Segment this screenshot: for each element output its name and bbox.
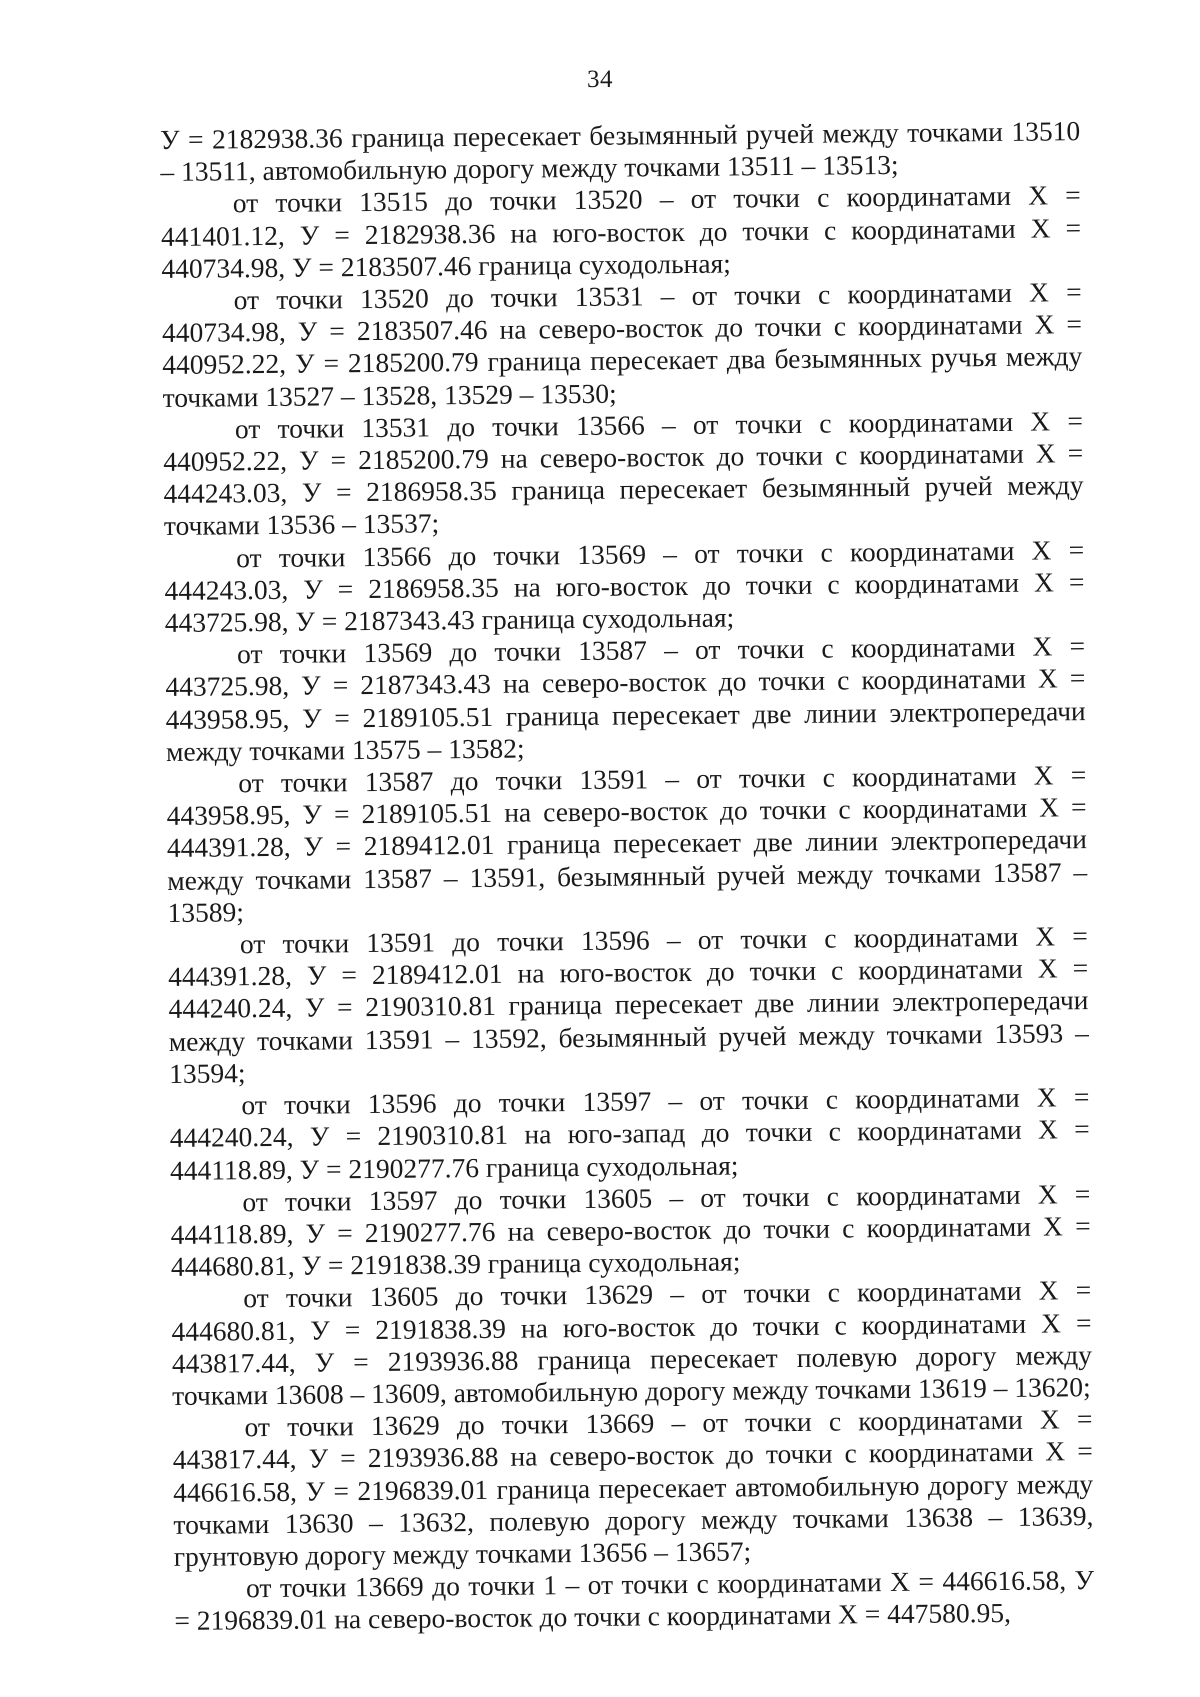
paragraph-text: от точки 13566 до точки 13569 – от точки с координатами Х = 444243.03, У = 2186958.35 на юго-восток до точки с координатами Х = 443725.98, У = 2187343.43 граница суходольная; bbox=[164, 533, 1085, 639]
paragraph-text: от точки 13629 до точки 13669 – от точки с координатами Х = 443817.44, У = 2193936.88 на северо-восток до точки с координатами Х = 446616.58, У = 2196839.01 граница пересекает автомобильную дорогу между точками 13630 – 13632, полевую дорогу между точками 13638 – 13639, грунтовую дорогу между точками 13656 – 13657; bbox=[172, 1403, 1094, 1572]
paragraph-segment-13669-1 bbox=[174, 1564, 1095, 1637]
paragraph-text: У = 2182938.36 граница пересекает безымянный ручей между точками 13510 – 13511, автомобильную дорогу между точками 13511 – 13513; bbox=[160, 115, 1081, 188]
paragraph-segment-13566-13569 bbox=[164, 534, 1085, 639]
paragraph-text: от точки 13587 до точки 13591 – от точки с координатами Х = 443958.95, У = 2189105.51 на северо-восток до точки с координатами Х = 444391.28, У = 2189412.01 граница пересекает две линии электропередачи между точками 13587 – 13591, безымянный ручей между точками 13587 – 13589; bbox=[166, 759, 1088, 928]
paragraph-text: от точки 13569 до точки 13587 – от точки с координатами Х = 443725.98, У = 2187343.43 на северо-восток до точки с координатами Х = 443958.95, У = 2189105.51 граница пересекает две линии электропередачи между точками 13575 – 13582; bbox=[165, 630, 1086, 767]
paragraph-text: от точки 13669 до точки 1 – от точки с координатами Х = 446616.58, У = 2196839.01 на северо-восток до точки с координатами Х = 447580.95, bbox=[174, 1564, 1095, 1637]
paragraph-continuation bbox=[160, 115, 1081, 188]
paragraph-text: от точки 13515 до точки 13520 – от точки с координатами Х = 441401.12, У = 2182938.36 на юго-восток до точки с координатами Х = 440734.98, У = 2183507.46 граница суходольная; bbox=[160, 179, 1082, 284]
paragraph-text: от точки 13591 до точки 13596 – от точки с координатами Х = 444391.28, У = 2189412.01 на юго-восток до точки с координатами Х = 444240.24, У = 2190310.81 граница пересекает две линии электропередачи между точками 13591 – 13592, безымянный ручей между точками 13593 – 13594; bbox=[168, 920, 1089, 1089]
page-number: 34 bbox=[587, 66, 613, 93]
paragraph-text: от точки 13596 до точки 13597 – от точки с координатами Х = 444240.24, У = 2190310.81 на юго-запад до точки с координатами Х = 444118.89, У = 2190277.76 граница суходольная; bbox=[169, 1081, 1090, 1186]
paragraph-segment-13596-13597 bbox=[169, 1081, 1090, 1186]
paragraph-segment-13587-13591 bbox=[166, 759, 1088, 929]
paragraph-text: от точки 13605 до точки 13629 – от точки с координатами Х = 444680.81, У = 2191838.39 на юго-восток до точки с координатами Х = 443817.44, У = 2193936.88 граница пересекает полевую дорогу между точками 13608 – 13609, автомобильную дорогу между точками 13619 – 13620; bbox=[171, 1274, 1093, 1411]
paragraph-segment-13629-13669 bbox=[172, 1403, 1094, 1573]
paragraph-text: от точки 13520 до точки 13531 – от точки с координатами Х = 440734.98, У = 2183507.46 на северо-восток до точки с координатами Х = 440952.22, У = 2185200.79 граница пересекает два безымянных ручья между точками 13527 – 13528, 13529 – 13530; bbox=[161, 276, 1083, 413]
paragraph-segment-13531-13566 bbox=[163, 405, 1084, 543]
document-body bbox=[160, 115, 1094, 1637]
paragraph-segment-13591-13596 bbox=[168, 920, 1090, 1090]
paragraph-text: от точки 13597 до точки 13605 – от точки с координатами Х = 444118.89, У = 2190277.76 на северо-восток до точки с координатами Х = 444680.81, У = 2191838.39 граница суходольная; bbox=[170, 1177, 1091, 1283]
paragraph-segment-13605-13629 bbox=[171, 1274, 1092, 1412]
paragraph-segment-13515-13520 bbox=[161, 180, 1082, 285]
paragraph-segment-13597-13605 bbox=[170, 1178, 1091, 1283]
paragraph-segment-13569-13587 bbox=[165, 630, 1086, 768]
paragraph-text: от точки 13531 до точки 13566 – от точки с координатами Х = 440952.22, У = 2185200.79 на северо-восток до точки с координатами Х = 444243.03, У = 2186958.35 граница пересекает безымянный ручей между точками 13536 – 13537; bbox=[163, 404, 1084, 542]
paragraph-segment-13520-13531 bbox=[162, 276, 1083, 414]
